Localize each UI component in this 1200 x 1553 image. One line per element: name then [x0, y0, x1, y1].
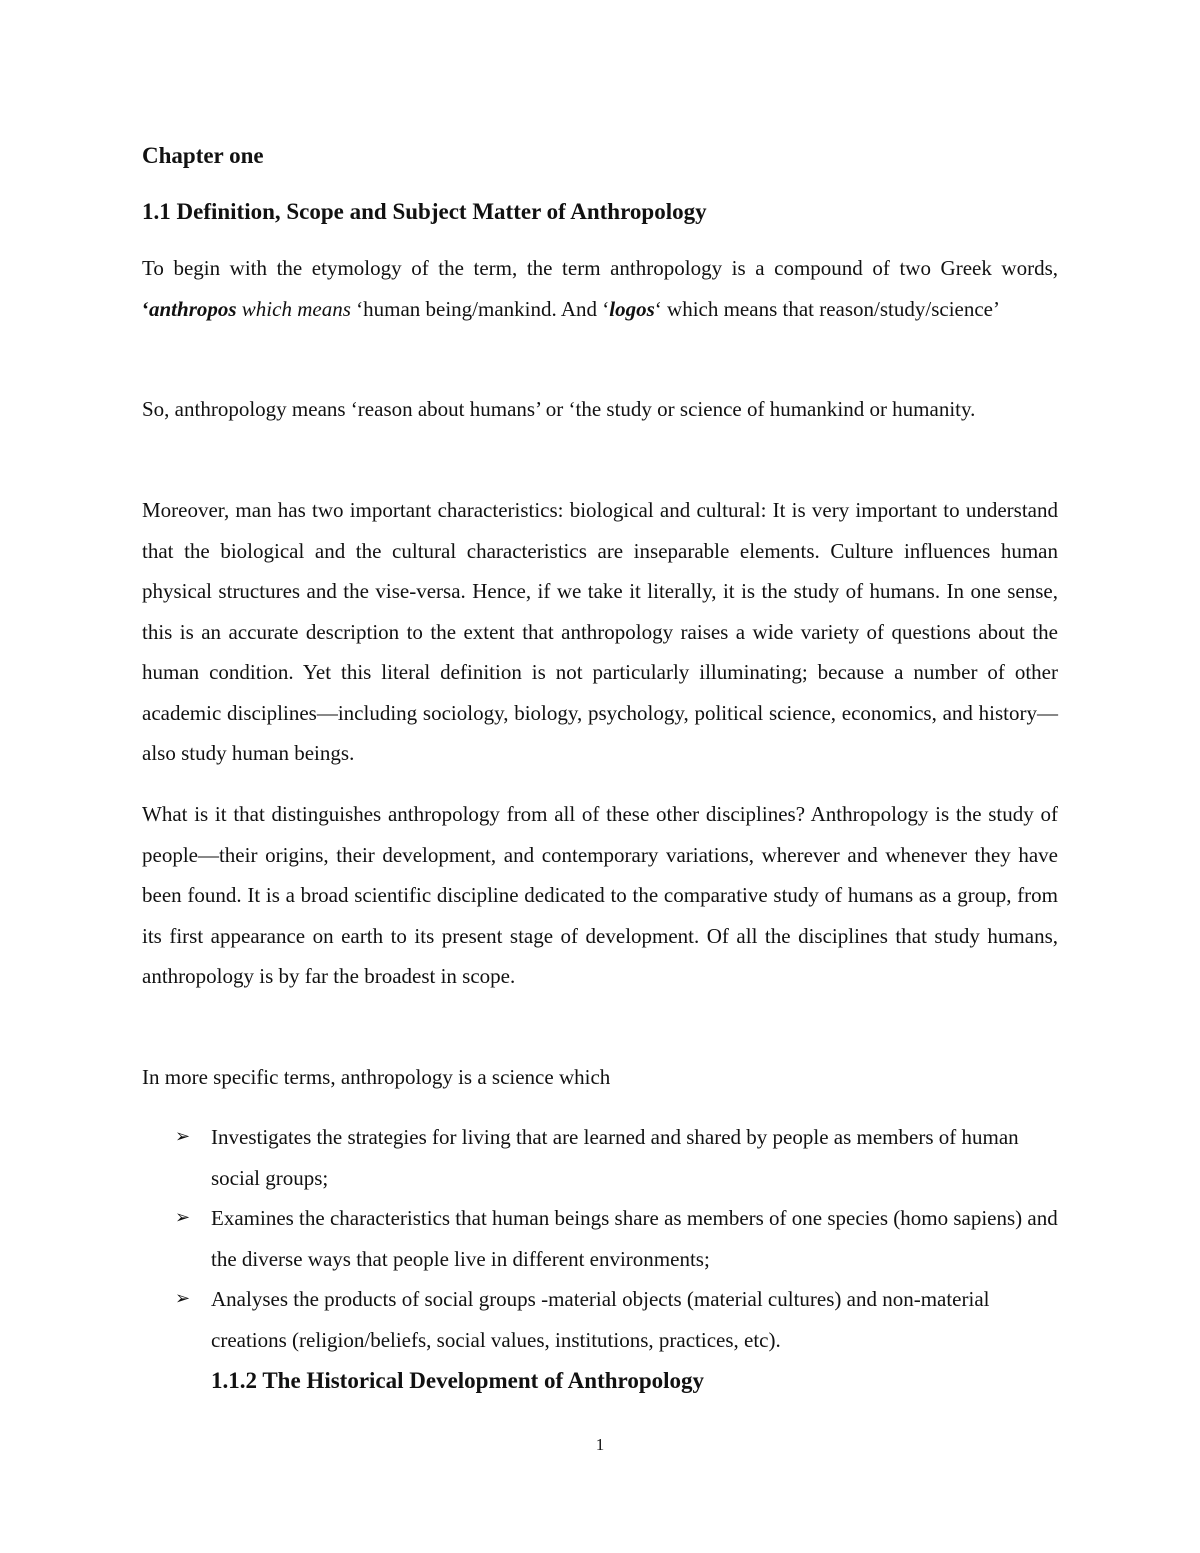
term-anthropos: anthropos — [149, 296, 237, 321]
paragraph-characteristics: Moreover, man has two important characteristics: biological and cultural: It is very important to understand that the biological and the cultural characteristics are inseparable elements. Culture influences human physical structures and the vise-versa. Hence, if we take it literally, it is the study of humans. In one sense, this is an accurate description to the extent that anthropology raises a wide variety of questions about the human condition. Yet this literal definition is not particularly illuminating; because a number of other academic disciplines—including sociology, biology, psychology, political science, economics, and history—also study human beings. — [142, 498, 1058, 765]
paragraph-meaning: So, anthropology means ‘reason about humans’ or ‘the study or science of humankind or humanity. — [142, 397, 976, 421]
arrow-bullet-icon: ➢ — [175, 1288, 191, 1309]
quote-open: ‘ — [142, 296, 149, 321]
list-item — [142, 1279, 1058, 1360]
paragraph-distinguishes: What is it that distinguishes anthropology from all of these other disciplines? Anthropology is the study of people—their origins, their development, and contemporary variations, wherever and whenever they have been found. It is a broad scientific discipline dedicated to the comparative study of humans as a group, from its first appearance on earth to its present stage of development. Of all the disciplines that study humans, anthropology is by far the broadest in scope. — [142, 802, 1058, 988]
subsection-heading: 1.1.2 The Historical Development of Anthropology — [211, 1368, 705, 1393]
list-item-text: Analyses the products of social groups -material objects (material cultures) and non-material creations (religion/beliefs, social values, institutions, practices, etc). — [211, 1287, 990, 1352]
which-means-text: which means — [236, 296, 351, 321]
list-item — [142, 1117, 1058, 1198]
list-item — [142, 1198, 1058, 1279]
paragraph-etymology-part1: To begin with the etymology of the term, the term anthropology is a compound of two Greek words, — [142, 256, 1058, 280]
paragraph-etymology-part3: ‘human being/mankind. And ‘ — [350, 296, 610, 321]
chapter-title: Chapter one — [142, 143, 264, 168]
paragraph-etymology — [142, 248, 1058, 329]
page-number: 1 — [595, 1435, 605, 1454]
paragraph-etymology-part4: ‘ which means that reason/study/science’ — [654, 296, 1000, 321]
paragraph-specific-terms: In more specific terms, anthropology is a science which — [142, 1065, 611, 1089]
list-item-text: Examines the characteristics that human beings share as members of one species (homo sapiens) and the diverse ways that people live in different environments; — [211, 1206, 1058, 1271]
bullet-list — [142, 1117, 1058, 1360]
section-heading: 1.1 Definition, Scope and Subject Matter of Anthropology — [142, 199, 707, 224]
term-logos: logos — [609, 296, 655, 321]
arrow-bullet-icon: ➢ — [175, 1126, 191, 1147]
list-item-text: Investigates the strategies for living that are learned and shared by people as members of human social groups; — [211, 1125, 1019, 1190]
arrow-bullet-icon: ➢ — [175, 1207, 191, 1228]
